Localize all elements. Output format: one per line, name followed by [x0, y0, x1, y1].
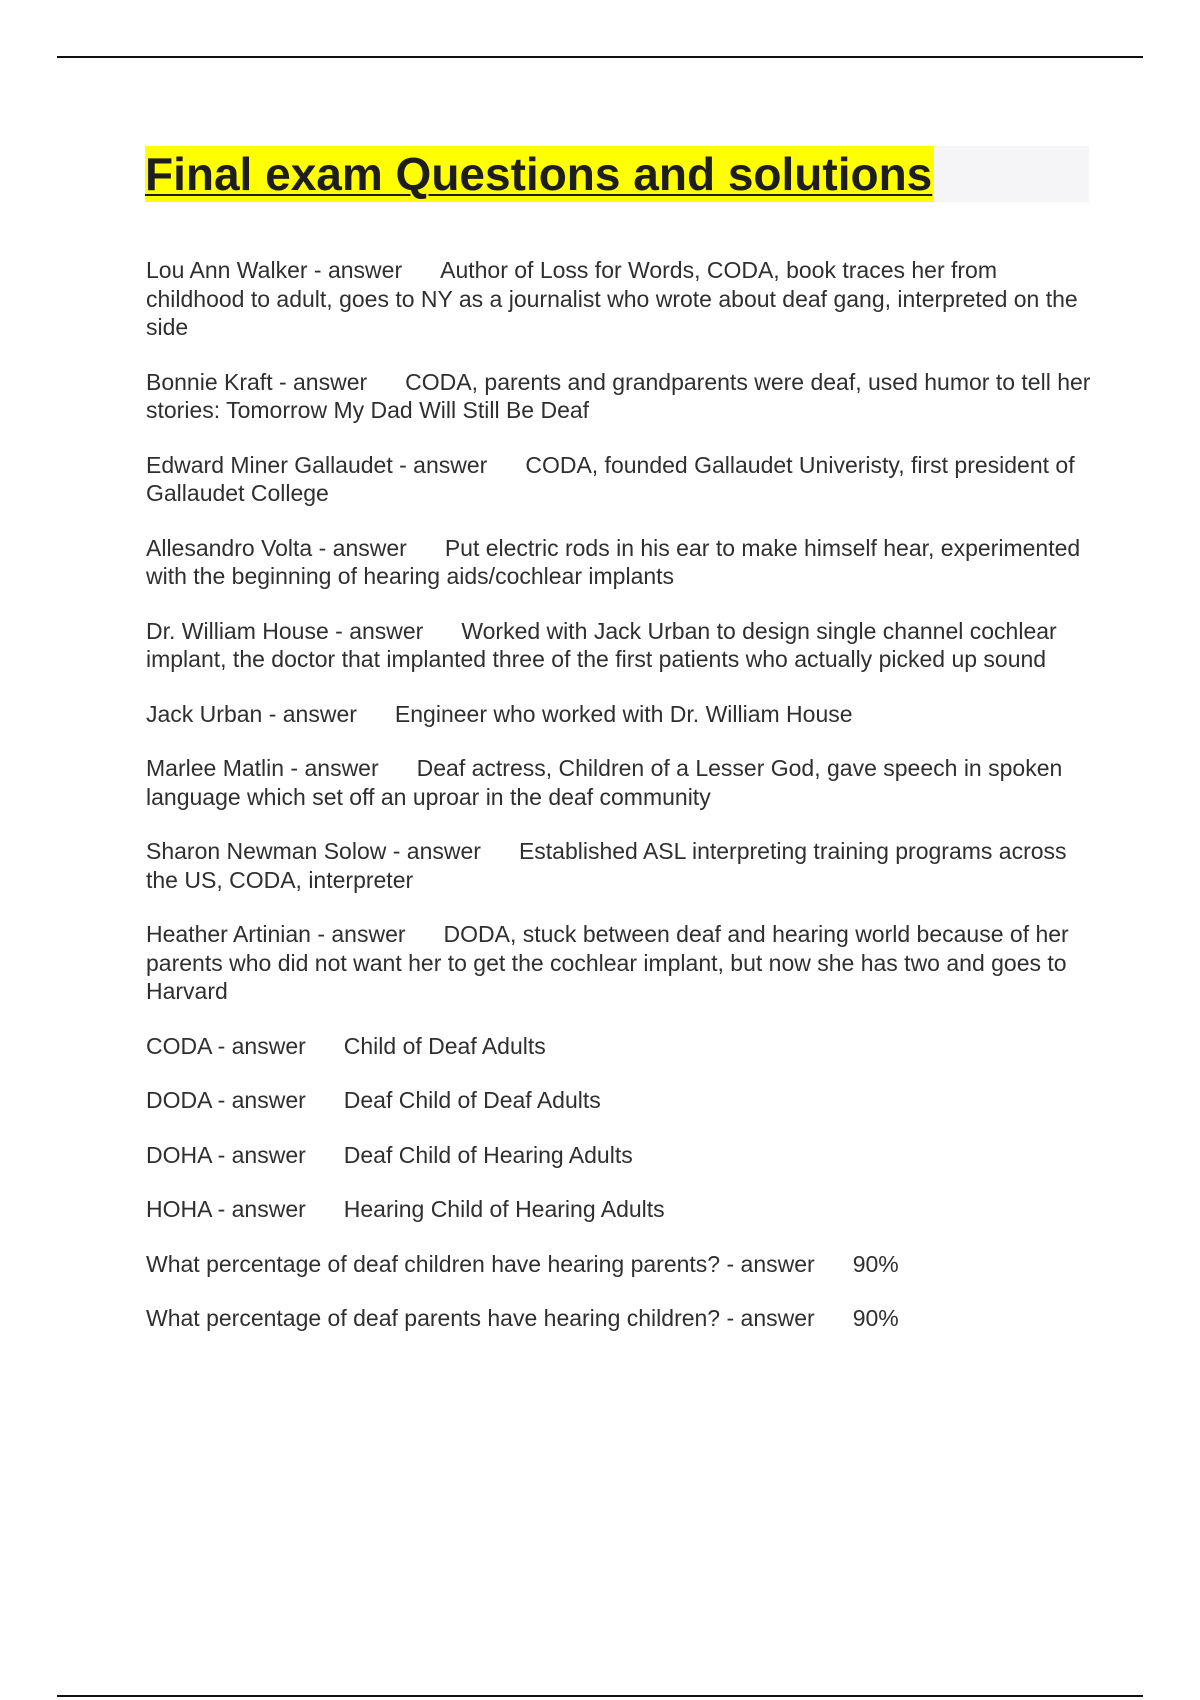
qa-question: DODA - answer: [146, 1087, 306, 1113]
qa-item: [146, 368, 1096, 425]
qa-question: Marlee Matlin - answer: [146, 755, 379, 781]
page-title: Final exam Questions and solutions: [145, 148, 933, 200]
qa-question: CODA - answer: [146, 1032, 306, 1059]
qa-question: What percentage of deaf children have hearing parents? - answer: [146, 1250, 815, 1277]
qa-item: [146, 534, 1096, 591]
qa-answer: Put electric rods in his ear to make himself hear, experimented with the beginning of hearing aids/cochlear implants: [146, 534, 1081, 589]
qa-item: [146, 920, 1096, 1006]
qa-answer: Author of Loss for Words, CODA, book traces her from childhood to adult, goes to NY as a journalist who wrote about deaf gang, interpreted on the side: [146, 257, 1078, 340]
bottom-rule: [57, 1695, 1143, 1697]
qa-item: [146, 256, 1096, 342]
qa-item: [146, 617, 1096, 674]
qa-answer: DODA, stuck between deaf and hearing world because of her parents who did not want her to get the cochlear implant, but now she has two and goes to Harvard: [146, 921, 1069, 1004]
qa-question: Sharon Newman Solow - answer: [146, 838, 481, 864]
qa-question: Heather Artinian - answer: [146, 921, 406, 947]
qa-answer: Deaf Child of Deaf Adults: [343, 1087, 601, 1113]
qa-item: [146, 837, 1096, 894]
qa-answer: Hearing Child of Hearing Adults: [343, 1196, 665, 1222]
qa-question: Edward Miner Gallaudet - answer: [146, 451, 488, 478]
qa-answer: Deaf Child of Hearing Adults: [343, 1141, 633, 1168]
qa-question: Jack Urban - answer: [146, 700, 357, 727]
qa-answer: CODA, founded Gallaudet Univeristy, first president of Gallaudet College: [146, 451, 1075, 506]
qa-list: [146, 256, 1096, 1359]
qa-question: Lou Ann Walker - answer: [146, 257, 403, 283]
qa-item: [146, 1304, 1096, 1333]
title-block: [145, 146, 1089, 202]
qa-question: Allesandro Volta - answer: [146, 534, 407, 561]
qa-answer: Worked with Jack Urban to design single channel cochlear implant, the doctor that implanted three of the first patients who actually picked up sound: [146, 617, 1057, 672]
qa-answer: Established ASL interpreting training programs across the US, CODA, interpreter: [146, 838, 1067, 893]
qa-answer: Child of Deaf Adults: [343, 1032, 546, 1059]
qa-question: Dr. William House - answer: [146, 617, 424, 644]
qa-item: [146, 1086, 1096, 1115]
qa-answer: CODA, parents and grandparents were deaf, used humor to tell her stories: Tomorrow My Dad Will Still Be Deaf: [146, 368, 1091, 423]
qa-answer: 90%: [852, 1250, 899, 1277]
qa-item: [146, 1195, 1096, 1224]
qa-item: [146, 1032, 1096, 1061]
qa-answer: Engineer who worked with Dr. William House: [394, 700, 853, 727]
qa-item: [146, 1250, 1096, 1279]
qa-question: Bonnie Kraft - answer: [146, 368, 368, 395]
qa-answer: Deaf actress, Children of a Lesser God, gave speech in spoken language which set off an uproar in the deaf community: [146, 755, 1063, 810]
qa-question: DOHA - answer: [146, 1141, 306, 1168]
qa-item: [146, 754, 1096, 811]
qa-item: [146, 451, 1096, 508]
top-rule: [57, 56, 1143, 58]
qa-item: [146, 1141, 1096, 1170]
qa-item: [146, 700, 1096, 729]
qa-question: What percentage of deaf parents have hearing children? - answer: [146, 1305, 815, 1331]
qa-answer: 90%: [852, 1305, 899, 1331]
qa-question: HOHA - answer: [146, 1196, 306, 1222]
